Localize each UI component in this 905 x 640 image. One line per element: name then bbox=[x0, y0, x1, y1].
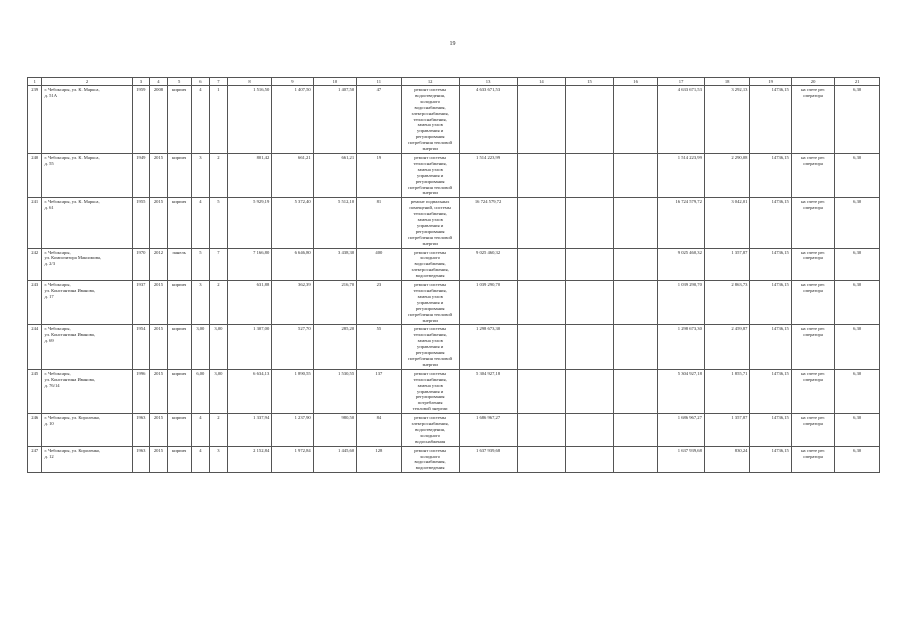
cost-owners-cell: 16 724 579,72 bbox=[658, 198, 705, 248]
premises-area-cell: 527,70 bbox=[272, 325, 313, 369]
row-number-cell: 240 bbox=[28, 153, 42, 197]
year-commissioned-cell: 2015 bbox=[150, 414, 168, 447]
address-cell: г. Чебоксары, ул. К. Маркса, д. 61 bbox=[42, 198, 132, 248]
residents-cell: 84 bbox=[357, 414, 402, 447]
term-cell: 6,30 bbox=[835, 369, 880, 413]
residential-area-cell: 285,20 bbox=[313, 325, 356, 369]
cost-budget-cell bbox=[566, 446, 614, 473]
column-number: 3 bbox=[132, 78, 150, 86]
repair-program-table bbox=[27, 77, 880, 473]
total-area-cell: 5 929,19 bbox=[227, 198, 272, 248]
year-commissioned-cell: 2015 bbox=[150, 446, 168, 473]
wall-material-cell: кирпич bbox=[167, 153, 191, 197]
cost-other-cell bbox=[613, 153, 658, 197]
address-cell: г. Чебоксары, ул. Константина Иванова, д. 69 bbox=[42, 325, 132, 369]
works-description-cell: ремонт системы водоотведения, холодного водоснабжения, электроснабжения, теплоснабжения, замена узлов управления и регулирования потребления тепловой энергии bbox=[401, 86, 459, 154]
fund-account-cell: на счете рег. оператора bbox=[791, 248, 834, 281]
residents-cell: 137 bbox=[357, 369, 402, 413]
total-cost-cell: 16 724 579,72 bbox=[459, 198, 517, 248]
entrances-cell: 3 bbox=[210, 446, 228, 473]
cost-other-cell bbox=[613, 86, 658, 154]
column-number: 5 bbox=[167, 78, 191, 86]
cost-owners-cell: 1 298 673,30 bbox=[658, 325, 705, 369]
column-number: 11 bbox=[357, 78, 402, 86]
residential-area-cell: 5 512,10 bbox=[313, 198, 356, 248]
total-area-cell: 1 516,50 bbox=[227, 86, 272, 154]
entrances-cell: 2 bbox=[210, 281, 228, 325]
unit-cost-cell: 2 459,87 bbox=[704, 325, 750, 369]
works-description-cell: ремонт системы теплоснабжения, замена узлов управления и регулирования потребления тепловой энергии bbox=[401, 153, 459, 197]
residential-area-cell: 216,70 bbox=[313, 281, 356, 325]
cost-fund-cell bbox=[517, 198, 566, 248]
column-number: 21 bbox=[835, 78, 880, 86]
cost-other-cell bbox=[613, 369, 658, 413]
column-number: 20 bbox=[791, 78, 834, 86]
total-area-cell: 801,42 bbox=[227, 153, 272, 197]
total-cost-cell: 1 686 967,27 bbox=[459, 414, 517, 447]
limit-cost-cell: 14736,15 bbox=[750, 281, 791, 325]
row-number-cell: 241 bbox=[28, 198, 42, 248]
residents-cell: 400 bbox=[357, 248, 402, 281]
table-row bbox=[28, 446, 880, 473]
column-number: 9 bbox=[272, 78, 313, 86]
row-number-cell: 239 bbox=[28, 86, 42, 154]
total-area-cell: 631,88 bbox=[227, 281, 272, 325]
cost-fund-cell bbox=[517, 248, 566, 281]
residents-cell: 81 bbox=[357, 198, 402, 248]
total-cost-cell: 1 298 673,30 bbox=[459, 325, 517, 369]
floors-cell: 3 bbox=[191, 281, 210, 325]
wall-material-cell: кирпич bbox=[167, 86, 191, 154]
works-description-cell: ремонт системы теплоснабжения, замена узлов управления и регулирования потребления тепловой энергии bbox=[401, 281, 459, 325]
cost-fund-cell bbox=[517, 369, 566, 413]
floors-cell: 5 bbox=[191, 248, 210, 281]
year-commissioned-cell: 2015 bbox=[150, 281, 168, 325]
wall-material-cell: кирпич bbox=[167, 446, 191, 473]
total-area-cell: 6 634,13 bbox=[227, 369, 272, 413]
column-number: 10 bbox=[313, 78, 356, 86]
wall-material-cell: кирпич bbox=[167, 325, 191, 369]
limit-cost-cell: 14736,15 bbox=[750, 86, 791, 154]
address-cell: г. Чебоксары, ул. Константина Иванова, д. 76/14 bbox=[42, 369, 132, 413]
floors-cell: 4 bbox=[191, 446, 210, 473]
works-description-cell: ремонт системы холодного водоснабжения, водоотведения bbox=[401, 446, 459, 473]
cost-other-cell bbox=[613, 325, 658, 369]
unit-cost-cell: 1 357,87 bbox=[704, 414, 750, 447]
residential-area-cell: 1 407,50 bbox=[313, 86, 356, 154]
unit-cost-cell: 3 042,01 bbox=[704, 198, 750, 248]
row-number-cell: 244 bbox=[28, 325, 42, 369]
limit-cost-cell: 14736,15 bbox=[750, 369, 791, 413]
year-commissioned-cell: 2015 bbox=[150, 325, 168, 369]
fund-account-cell: на счете рег. оператора bbox=[791, 281, 834, 325]
premises-area-cell: 5 372,40 bbox=[272, 198, 313, 248]
total-cost-cell: 5 304 927,18 bbox=[459, 369, 517, 413]
term-cell: 6,30 bbox=[835, 325, 880, 369]
entrances-cell: 3,00 bbox=[210, 325, 228, 369]
column-number: 1 bbox=[28, 78, 42, 86]
floors-cell: 4 bbox=[191, 86, 210, 154]
fund-account-cell: на счете рег. оператора bbox=[791, 153, 834, 197]
cost-owners-cell: 1 039 290,70 bbox=[658, 281, 705, 325]
year-commissioned-cell: 2008 bbox=[150, 86, 168, 154]
premises-area-cell: 661,21 bbox=[272, 153, 313, 197]
residential-area-cell: 1 445,60 bbox=[313, 446, 356, 473]
fund-account-cell: на счете рег. оператора bbox=[791, 86, 834, 154]
cost-fund-cell bbox=[517, 86, 566, 154]
term-cell: 6,30 bbox=[835, 281, 880, 325]
entrances-cell: 2 bbox=[210, 414, 228, 447]
row-number-cell: 246 bbox=[28, 414, 42, 447]
column-number: 7 bbox=[210, 78, 228, 86]
term-cell: 6,30 bbox=[835, 86, 880, 154]
entrances-cell: 2 bbox=[210, 153, 228, 197]
address-cell: г. Чебоксары, ул. К. Маркса, д. 51А bbox=[42, 86, 132, 154]
year-built-cell: 1959 bbox=[132, 86, 150, 154]
unit-cost-cell: 2 290,08 bbox=[704, 153, 750, 197]
address-cell: г. Чебоксары, ул. Константина Иванова, д. 17 bbox=[42, 281, 132, 325]
cost-fund-cell bbox=[517, 281, 566, 325]
term-cell: 6,30 bbox=[835, 198, 880, 248]
fund-account-cell: на счете рег. оператора bbox=[791, 446, 834, 473]
table-row bbox=[28, 86, 880, 154]
column-number: 8 bbox=[227, 78, 272, 86]
entrances-cell: 1 bbox=[210, 86, 228, 154]
total-cost-cell: 1 039 290,70 bbox=[459, 281, 517, 325]
table-row bbox=[28, 153, 880, 197]
cost-owners-cell: 1 637 939,68 bbox=[658, 446, 705, 473]
fund-account-cell: на счете рег. оператора bbox=[791, 414, 834, 447]
cost-owners-cell: 4 633 671,53 bbox=[658, 86, 705, 154]
year-commissioned-cell: 2015 bbox=[150, 153, 168, 197]
term-cell: 6,30 bbox=[835, 248, 880, 281]
cost-other-cell bbox=[613, 446, 658, 473]
residents-cell: 23 bbox=[357, 281, 402, 325]
fund-account-cell: на счете рег. оператора bbox=[791, 198, 834, 248]
residents-cell: 128 bbox=[357, 446, 402, 473]
column-number: 6 bbox=[191, 78, 210, 86]
table-row bbox=[28, 248, 880, 281]
column-number: 12 bbox=[401, 78, 459, 86]
address-cell: г. Чебоксары, ул. Композитора Максимова, д. 2/3 bbox=[42, 248, 132, 281]
premises-area-cell: 1 237,90 bbox=[272, 414, 313, 447]
premises-area-cell: 1 407,50 bbox=[272, 86, 313, 154]
address-cell: г. Чебоксары, ул. Короленко, д. 10 bbox=[42, 414, 132, 447]
works-description-cell: ремонт подвальных помещений, системы теплоснабжения, замена узлов управления и регулирования потребления тепловой энергии bbox=[401, 198, 459, 248]
wall-material-cell: кирпич bbox=[167, 281, 191, 325]
year-commissioned-cell: 2015 bbox=[150, 198, 168, 248]
year-built-cell: 1996 bbox=[132, 369, 150, 413]
wall-material-cell: кирпич bbox=[167, 198, 191, 248]
cost-budget-cell bbox=[566, 86, 614, 154]
works-description-cell: ремонт системы теплоснабжения, замена узлов управления и регулирования потребления тепловой энергии bbox=[401, 325, 459, 369]
total-cost-cell: 1 637 939,68 bbox=[459, 446, 517, 473]
cost-budget-cell bbox=[566, 198, 614, 248]
total-area-cell: 7 166,80 bbox=[227, 248, 272, 281]
cost-budget-cell bbox=[566, 414, 614, 447]
residential-area-cell: 980,50 bbox=[313, 414, 356, 447]
cost-budget-cell bbox=[566, 281, 614, 325]
cost-owners-cell: 1 686 967,27 bbox=[658, 414, 705, 447]
entrances-cell: 7 bbox=[210, 248, 228, 281]
year-built-cell: 1955 bbox=[132, 198, 150, 248]
cost-budget-cell bbox=[566, 153, 614, 197]
wall-material-cell: панель bbox=[167, 248, 191, 281]
row-number-cell: 242 bbox=[28, 248, 42, 281]
entrances-cell: 3,00 bbox=[210, 369, 228, 413]
year-built-cell: 1963 bbox=[132, 414, 150, 447]
table-row bbox=[28, 198, 880, 248]
page-number: 19 bbox=[449, 41, 456, 47]
table-row bbox=[28, 281, 880, 325]
cost-fund-cell bbox=[517, 446, 566, 473]
fund-account-cell: на счете рег. оператора bbox=[791, 325, 834, 369]
total-area-cell: 1 337,94 bbox=[227, 414, 272, 447]
floors-cell: 3 bbox=[191, 153, 210, 197]
unit-cost-cell: 1 357,87 bbox=[704, 248, 750, 281]
limit-cost-cell: 14736,15 bbox=[750, 198, 791, 248]
year-commissioned-cell: 2015 bbox=[150, 369, 168, 413]
cost-other-cell bbox=[613, 198, 658, 248]
row-number-cell: 243 bbox=[28, 281, 42, 325]
floors-cell: 6,00 bbox=[191, 369, 210, 413]
total-cost-cell: 4 633 671,53 bbox=[459, 86, 517, 154]
term-cell: 6,30 bbox=[835, 446, 880, 473]
column-number: 13 bbox=[459, 78, 517, 86]
year-built-cell: 1949 bbox=[132, 153, 150, 197]
unit-cost-cell: 3 292,13 bbox=[704, 86, 750, 154]
residents-cell: 19 bbox=[357, 153, 402, 197]
cost-fund-cell bbox=[517, 325, 566, 369]
wall-material-cell: кирпич bbox=[167, 414, 191, 447]
unit-cost-cell: 1 855,71 bbox=[704, 369, 750, 413]
limit-cost-cell: 14736,15 bbox=[750, 414, 791, 447]
unit-cost-cell: 2 863,73 bbox=[704, 281, 750, 325]
year-built-cell: 1963 bbox=[132, 446, 150, 473]
limit-cost-cell: 14736,15 bbox=[750, 153, 791, 197]
column-number: 18 bbox=[704, 78, 750, 86]
residents-cell: 55 bbox=[357, 325, 402, 369]
column-number: 15 bbox=[566, 78, 614, 86]
cost-other-cell bbox=[613, 248, 658, 281]
cost-owners-cell: 5 304 927,18 bbox=[658, 369, 705, 413]
works-description-cell: ремонт системы теплоснабжения, замена узлов управления и регулирования потребления тепловой энергии bbox=[401, 369, 459, 413]
limit-cost-cell: 14736,15 bbox=[750, 248, 791, 281]
wall-material-cell: кирпич bbox=[167, 369, 191, 413]
year-built-cell: 1954 bbox=[132, 325, 150, 369]
entrances-cell: 5 bbox=[210, 198, 228, 248]
table-row bbox=[28, 325, 880, 369]
residential-area-cell: 1 530,55 bbox=[313, 369, 356, 413]
term-cell: 6,30 bbox=[835, 414, 880, 447]
column-number: 16 bbox=[613, 78, 658, 86]
floors-cell: 3,00 bbox=[191, 325, 210, 369]
column-number-row bbox=[28, 78, 880, 86]
cost-owners-cell: 9 025 460,32 bbox=[658, 248, 705, 281]
fund-account-cell: на счете рег. оператора bbox=[791, 369, 834, 413]
cost-budget-cell bbox=[566, 325, 614, 369]
residential-area-cell: 661,21 bbox=[313, 153, 356, 197]
residents-cell: 47 bbox=[357, 86, 402, 154]
premises-area-cell: 362,39 bbox=[272, 281, 313, 325]
column-number: 4 bbox=[150, 78, 168, 86]
year-built-cell: 1970 bbox=[132, 248, 150, 281]
column-number: 14 bbox=[517, 78, 566, 86]
year-built-cell: 1937 bbox=[132, 281, 150, 325]
column-number: 17 bbox=[658, 78, 705, 86]
premises-area-cell: 6 646,80 bbox=[272, 248, 313, 281]
table-row bbox=[28, 369, 880, 413]
cost-owners-cell: 1 514 223,99 bbox=[658, 153, 705, 197]
year-commissioned-cell: 2012 bbox=[150, 248, 168, 281]
cost-budget-cell bbox=[566, 248, 614, 281]
premises-area-cell: 1 972,84 bbox=[272, 446, 313, 473]
total-cost-cell: 1 514 223,99 bbox=[459, 153, 517, 197]
cost-budget-cell bbox=[566, 369, 614, 413]
works-description-cell: ремонт системы холодного водоснабжения, электроснабжения, водоотведения bbox=[401, 248, 459, 281]
limit-cost-cell: 14736,15 bbox=[750, 446, 791, 473]
total-area-cell: 2 152,84 bbox=[227, 446, 272, 473]
limit-cost-cell: 14736,15 bbox=[750, 325, 791, 369]
term-cell: 6,30 bbox=[835, 153, 880, 197]
address-cell: г. Чебоксары, ул. Короленко, д. 12 bbox=[42, 446, 132, 473]
total-cost-cell: 9 025 460,32 bbox=[459, 248, 517, 281]
row-number-cell: 247 bbox=[28, 446, 42, 473]
cost-other-cell bbox=[613, 414, 658, 447]
cost-fund-cell bbox=[517, 153, 566, 197]
premises-area-cell: 1 890,55 bbox=[272, 369, 313, 413]
address-cell: г. Чебоксары, ул. К. Маркса, д. 55 bbox=[42, 153, 132, 197]
unit-cost-cell: 830,24 bbox=[704, 446, 750, 473]
row-number-cell: 245 bbox=[28, 369, 42, 413]
floors-cell: 4 bbox=[191, 414, 210, 447]
cost-other-cell bbox=[613, 281, 658, 325]
column-number: 2 bbox=[42, 78, 132, 86]
works-description-cell: ремонт системы электроснабжения, водоотведения, холодного водоснабжения bbox=[401, 414, 459, 447]
total-area-cell: 1 307,00 bbox=[227, 325, 272, 369]
cost-fund-cell bbox=[517, 414, 566, 447]
floors-cell: 4 bbox=[191, 198, 210, 248]
table-row bbox=[28, 414, 880, 447]
residential-area-cell: 3 438,30 bbox=[313, 248, 356, 281]
column-number: 19 bbox=[750, 78, 791, 86]
